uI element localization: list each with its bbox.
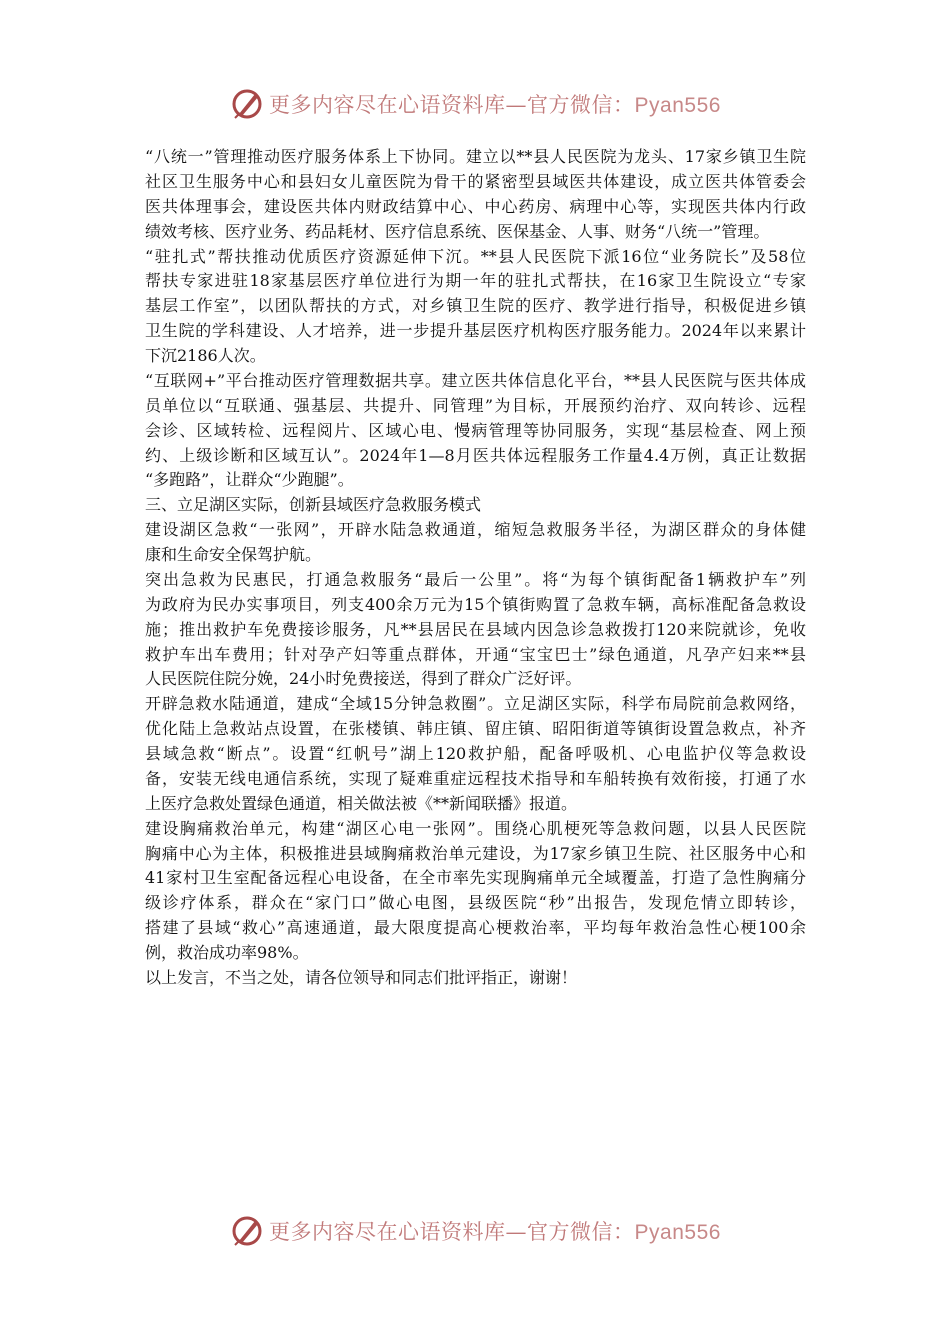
text-line: 会诊、区域转检、远程阅片、区域心电、慢病管理等协同服务，实现“基层检查、网上预 — [145, 420, 806, 440]
text-line: 备，安装无线电通信系统，实现了疑难重症远程技术指导和车船转换有效衔接，打通了水 — [145, 768, 806, 788]
paragraph — [145, 145, 806, 245]
watermark-text: 更多内容尽在心语资料库—官方微信： — [269, 93, 635, 117]
text-line: “驻扎式”帮扶推动优质医疗资源延伸下沉。**县人民医院下派16位“业务院长”及58位 — [145, 246, 806, 266]
text-line: 三、立足湖区实际，创新县域医疗急救服务模式 — [145, 495, 482, 515]
text-line: 建设胸痛救治单元，构建“湖区心电一张网”。围绕心肌梗死等急救问题，以县人民医院 — [145, 818, 806, 838]
text-line: 以上发言，不当之处，请各位领导和同志们批评指正，谢谢！ — [145, 967, 578, 987]
pen-logo-icon — [229, 1213, 265, 1249]
paragraph — [145, 245, 806, 369]
text-line: “多跑路”，让群众“少跑腿”。 — [145, 470, 354, 490]
text-line: 优化陆上急救站点设置，在张楼镇、韩庄镇、留庄镇、昭阳街道等镇街设置急救点，补齐 — [145, 719, 806, 739]
text-line: 县域急救“断点”。设置“红帆号”湖上120救护船，配备呼吸机、心电监护仪等急救设 — [145, 744, 806, 763]
text-line: 级诊疗体系，群众在“家门口”做心电图，县级医院“秒”出报告，发现危情立即转诊， — [145, 893, 806, 913]
text-line: 基层工作室”，以团队帮扶的方式，对乡镇卫生院的医疗、教学进行指导，积极促进乡镇 — [145, 296, 806, 316]
text-line: 上医疗急救处置绿色通道，相关做法被《**新闻联播》报道。 — [145, 793, 578, 813]
watermark-wechat-id: Pyan556 — [634, 1221, 721, 1244]
text-line: 员单位以“互联通、强基层、共提升、同管理”为目标，开展预约治疗、双向转诊、远程 — [145, 395, 806, 415]
text-line: 救护车出车费用；针对孕产妇等重点群体，开通“宝宝巴士”绿色通道，凡孕产妇来**县 — [145, 644, 806, 664]
paragraph — [145, 966, 806, 991]
text-line: “互联网+”平台推动医疗管理数据共享。建立医共体信息化平台，**县人民医院与医共体成 — [145, 370, 806, 390]
text-line: 突出急救为民惠民，打通急救服务“最后一公里”。将“为每个镇街配备1辆救护车”列 — [145, 569, 806, 589]
text-line: 康和生命安全保驾护航。 — [145, 545, 322, 564]
text-line: 社区卫生服务中心和县妇女儿童医院为骨干的紧密型县域医共体建设，成立医共体管委会 — [145, 171, 806, 191]
text-line: 卫生院的学科建设、人才培养，进一步提升基层医疗机构医疗服务能力。2024年以来累计 — [145, 321, 806, 341]
text-line: 下沉2186人次。 — [145, 346, 266, 365]
paragraph — [145, 692, 806, 816]
paragraph — [145, 817, 806, 966]
paragraph — [145, 493, 806, 518]
footer-watermark — [0, 1211, 950, 1251]
paragraph — [145, 568, 806, 692]
document-body — [145, 145, 806, 991]
watermark-text: 更多内容尽在心语资料库—官方微信： — [269, 1220, 635, 1244]
text-line: 胸痛中心为主体，积极推进县域胸痛救治单元建设，为17家乡镇卫生院、社区服务中心和 — [145, 843, 806, 863]
text-line: 人民医院住院分娩，24小时免费接送，得到了群众广泛好评。 — [145, 669, 582, 689]
text-line: 搭建了县域“救心”高速通道，最大限度提高心梗救治率，平均每年救治急性心梗100余 — [145, 918, 806, 938]
text-line: 帮扶专家进驻18家基层医疗单位进行为期一年的驻扎式帮扶，在16家卫生院设立“专家 — [145, 271, 806, 291]
text-line: 约、上级诊断和区域互认”。2024年1—8月医共体远程服务工作量4.4万例，真正让数据 — [145, 445, 806, 465]
text-line: 开辟急救水陆通道，建成“全域15分钟急救圈”。立足湖区实际，科学布局院前急救网络， — [145, 694, 806, 714]
text-line: 为政府为民办实事项目，列支400余万元为15个镇街购置了急救车辆，高标准配备急救设 — [145, 594, 806, 614]
paragraph — [145, 369, 806, 493]
watermark-wechat-id: Pyan556 — [634, 94, 721, 117]
paragraph — [145, 518, 806, 568]
text-line: 医共体理事会，建设医共体内财政结算中心、中心药房、病理中心等，实现医共体内行政 — [145, 196, 806, 216]
text-line: 绩效考核、医疗业务、药品耗材、医疗信息系统、医保基金、人事、财务“八统一”管理。 — [145, 221, 770, 241]
text-line: 建设湖区急救“一张网”，开辟水陆急救通道，缩短急救服务半径，为湖区群众的身体健 — [145, 520, 806, 540]
text-line: 41家村卫生室配备远程心电设备，在全市率先实现胸痛单元全域覆盖，打造了急性胸痛分 — [145, 868, 806, 888]
text-line: 例，救治成功率98%。 — [145, 943, 309, 962]
pen-logo-icon — [229, 86, 265, 122]
text-line: “八统一”管理推动医疗服务体系上下协同。建立以**县人民医院为龙头、17家乡镇卫生院 — [145, 147, 806, 166]
text-line: 施；推出救护车免费接诊服务，凡**县居民在县域内因急诊急救拨打120来院就诊，免收 — [145, 619, 806, 639]
header-watermark — [0, 84, 950, 124]
